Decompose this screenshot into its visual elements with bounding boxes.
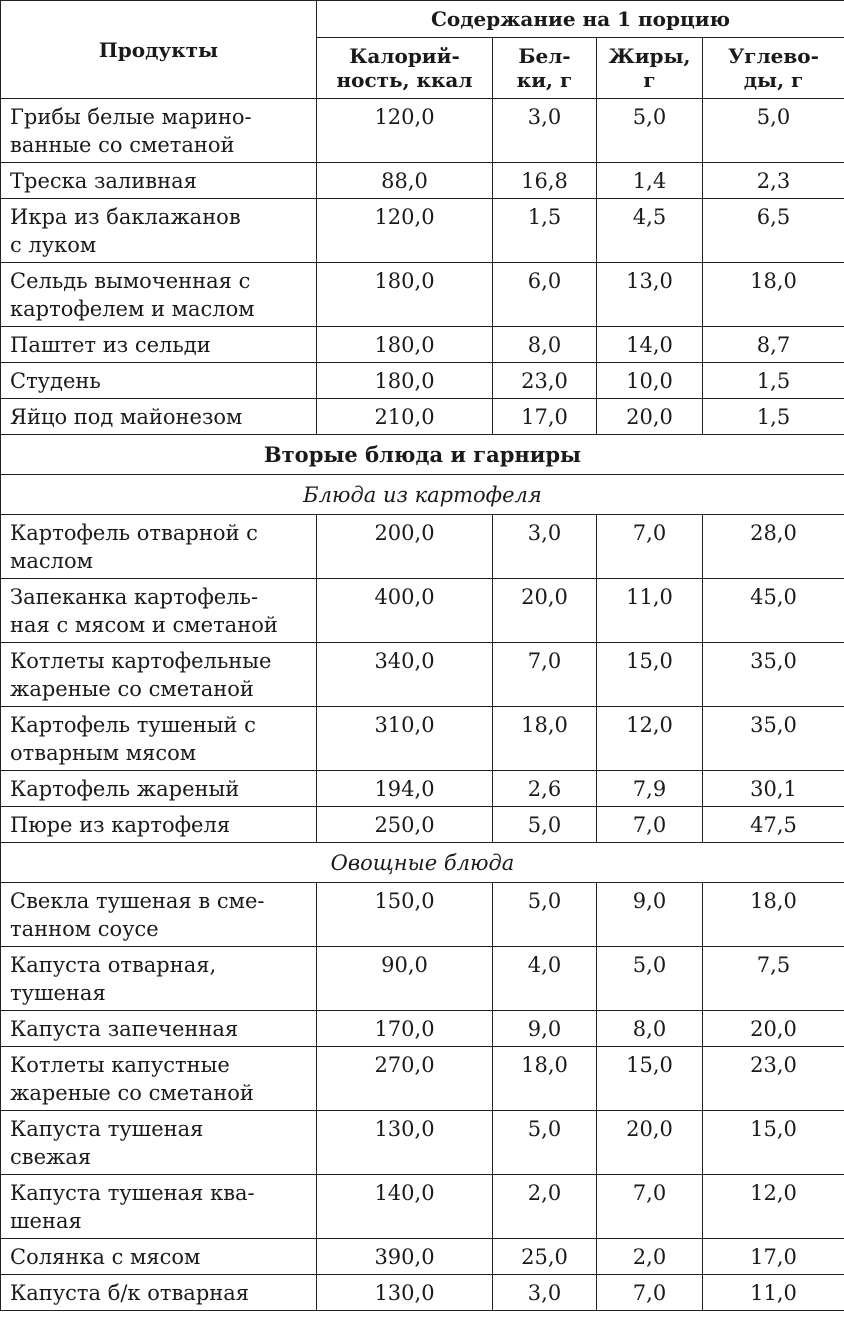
carbs-cell: 12,0 xyxy=(703,1175,844,1239)
calories-cell: 120,0 xyxy=(317,199,493,263)
carbs-cell: 45,0 xyxy=(703,579,844,643)
carbs-cell: 47,5 xyxy=(703,807,844,843)
protein-cell: 7,0 xyxy=(493,643,597,707)
product-name: Капуста б/к отварная xyxy=(1,1275,317,1311)
table-body xyxy=(1,99,844,1311)
protein-cell: 2,6 xyxy=(493,771,597,807)
table-row xyxy=(1,263,844,327)
table-row xyxy=(1,947,844,1011)
carbs-cell: 11,0 xyxy=(703,1275,844,1311)
product-name: Котлеты картофельные жареные со сметаной xyxy=(1,643,317,707)
fat-cell: 8,0 xyxy=(597,1011,703,1047)
table-row xyxy=(1,99,844,163)
carbs-cell: 35,0 xyxy=(703,707,844,771)
table-row xyxy=(1,883,844,947)
product-name: Паштет из сельди xyxy=(1,327,317,363)
protein-cell: 18,0 xyxy=(493,1047,597,1111)
calories-cell: 340,0 xyxy=(317,643,493,707)
calories-cell: 150,0 xyxy=(317,883,493,947)
table-row xyxy=(1,807,844,843)
fat-cell: 7,0 xyxy=(597,1275,703,1311)
product-name: Свекла тушеная в сме- танном соусе xyxy=(1,883,317,947)
subsection-row xyxy=(1,843,844,883)
calories-cell: 90,0 xyxy=(317,947,493,1011)
subsection-row xyxy=(1,475,844,515)
product-name: Треска заливная xyxy=(1,163,317,199)
carbs-cell: 23,0 xyxy=(703,1047,844,1111)
carbs-cell: 18,0 xyxy=(703,883,844,947)
product-name: Яйцо под майонезом xyxy=(1,399,317,435)
fat-cell: 14,0 xyxy=(597,327,703,363)
table-row xyxy=(1,643,844,707)
protein-cell: 3,0 xyxy=(493,515,597,579)
calories-cell: 270,0 xyxy=(317,1047,493,1111)
fat-cell: 2,0 xyxy=(597,1239,703,1275)
calories-cell: 400,0 xyxy=(317,579,493,643)
product-name: Картофель жареный xyxy=(1,771,317,807)
protein-cell: 6,0 xyxy=(493,263,597,327)
product-name: Запеканка картофель- ная с мясом и сметаной xyxy=(1,579,317,643)
subsection-label: Блюда из картофеля xyxy=(1,475,844,515)
calories-cell: 130,0 xyxy=(317,1111,493,1175)
table-row xyxy=(1,1047,844,1111)
product-name: Сельдь вымоченная с картофелем и маслом xyxy=(1,263,317,327)
fat-cell: 11,0 xyxy=(597,579,703,643)
calories-cell: 194,0 xyxy=(317,771,493,807)
calories-cell: 88,0 xyxy=(317,163,493,199)
carbs-cell: 15,0 xyxy=(703,1111,844,1175)
product-name: Пюре из картофеля xyxy=(1,807,317,843)
table-row xyxy=(1,363,844,399)
calories-cell: 120,0 xyxy=(317,99,493,163)
product-name: Картофель тушеный с отварным мясом xyxy=(1,707,317,771)
fat-cell: 10,0 xyxy=(597,363,703,399)
subsection-label: Овощные блюда xyxy=(1,843,844,883)
protein-cell: 5,0 xyxy=(493,883,597,947)
header-fat: Жиры, г xyxy=(597,38,703,99)
calories-cell: 200,0 xyxy=(317,515,493,579)
table-row xyxy=(1,771,844,807)
protein-cell: 9,0 xyxy=(493,1011,597,1047)
carbs-cell: 17,0 xyxy=(703,1239,844,1275)
fat-cell: 15,0 xyxy=(597,643,703,707)
carbs-cell: 7,5 xyxy=(703,947,844,1011)
carbs-cell: 8,7 xyxy=(703,327,844,363)
calories-cell: 310,0 xyxy=(317,707,493,771)
product-name: Студень xyxy=(1,363,317,399)
fat-cell: 20,0 xyxy=(597,1111,703,1175)
header-group: Содержание на 1 порцию xyxy=(317,1,844,38)
product-name: Котлеты капустные жареные со сметаной xyxy=(1,1047,317,1111)
fat-cell: 7,0 xyxy=(597,515,703,579)
calories-cell: 250,0 xyxy=(317,807,493,843)
header-calories: Калорий- ность, ккал xyxy=(317,38,493,99)
fat-cell: 7,0 xyxy=(597,807,703,843)
carbs-cell: 1,5 xyxy=(703,363,844,399)
section-row xyxy=(1,435,844,475)
carbs-cell: 1,5 xyxy=(703,399,844,435)
fat-cell: 15,0 xyxy=(597,1047,703,1111)
calories-cell: 140,0 xyxy=(317,1175,493,1239)
protein-cell: 1,5 xyxy=(493,199,597,263)
carbs-cell: 6,5 xyxy=(703,199,844,263)
carbs-cell: 30,1 xyxy=(703,771,844,807)
calories-cell: 180,0 xyxy=(317,263,493,327)
calories-cell: 130,0 xyxy=(317,1275,493,1311)
table-row xyxy=(1,707,844,771)
fat-cell: 13,0 xyxy=(597,263,703,327)
carbs-cell: 20,0 xyxy=(703,1011,844,1047)
protein-cell: 3,0 xyxy=(493,99,597,163)
product-name: Капуста тушеная свежая xyxy=(1,1111,317,1175)
product-name: Капуста тушеная ква- шеная xyxy=(1,1175,317,1239)
protein-cell: 20,0 xyxy=(493,579,597,643)
table-row xyxy=(1,515,844,579)
fat-cell: 5,0 xyxy=(597,947,703,1011)
table-row xyxy=(1,327,844,363)
protein-cell: 17,0 xyxy=(493,399,597,435)
protein-cell: 23,0 xyxy=(493,363,597,399)
protein-cell: 2,0 xyxy=(493,1175,597,1239)
calories-cell: 210,0 xyxy=(317,399,493,435)
table-row xyxy=(1,1011,844,1047)
product-name: Картофель отварной с маслом xyxy=(1,515,317,579)
calories-cell: 180,0 xyxy=(317,363,493,399)
protein-cell: 8,0 xyxy=(493,327,597,363)
protein-cell: 25,0 xyxy=(493,1239,597,1275)
table-row xyxy=(1,1111,844,1175)
calories-cell: 170,0 xyxy=(317,1011,493,1047)
protein-cell: 16,8 xyxy=(493,163,597,199)
fat-cell: 4,5 xyxy=(597,199,703,263)
protein-cell: 5,0 xyxy=(493,807,597,843)
table-row xyxy=(1,579,844,643)
table-row xyxy=(1,1175,844,1239)
fat-cell: 7,0 xyxy=(597,1175,703,1239)
table-row xyxy=(1,199,844,263)
fat-cell: 7,9 xyxy=(597,771,703,807)
table-row xyxy=(1,1239,844,1275)
header-products: Продукты xyxy=(1,1,317,99)
carbs-cell: 2,3 xyxy=(703,163,844,199)
fat-cell: 5,0 xyxy=(597,99,703,163)
product-name: Солянка с мясом xyxy=(1,1239,317,1275)
fat-cell: 1,4 xyxy=(597,163,703,199)
product-name: Грибы белые марино- ванные со сметаной xyxy=(1,99,317,163)
fat-cell: 9,0 xyxy=(597,883,703,947)
calories-cell: 180,0 xyxy=(317,327,493,363)
protein-cell: 18,0 xyxy=(493,707,597,771)
calories-cell: 390,0 xyxy=(317,1239,493,1275)
protein-cell: 5,0 xyxy=(493,1111,597,1175)
product-name: Икра из баклажанов с луком xyxy=(1,199,317,263)
fat-cell: 20,0 xyxy=(597,399,703,435)
product-name: Капуста запеченная xyxy=(1,1011,317,1047)
protein-cell: 4,0 xyxy=(493,947,597,1011)
carbs-cell: 28,0 xyxy=(703,515,844,579)
table-row xyxy=(1,1275,844,1311)
header-protein: Бел- ки, г xyxy=(493,38,597,99)
carbs-cell: 18,0 xyxy=(703,263,844,327)
carbs-cell: 5,0 xyxy=(703,99,844,163)
product-name: Капуста отварная, тушеная xyxy=(1,947,317,1011)
header-carbs: Углево- ды, г xyxy=(703,38,844,99)
table-row xyxy=(1,163,844,199)
table-row xyxy=(1,399,844,435)
section-label: Вторые блюда и гарниры xyxy=(1,435,844,475)
fat-cell: 12,0 xyxy=(597,707,703,771)
carbs-cell: 35,0 xyxy=(703,643,844,707)
protein-cell: 3,0 xyxy=(493,1275,597,1311)
